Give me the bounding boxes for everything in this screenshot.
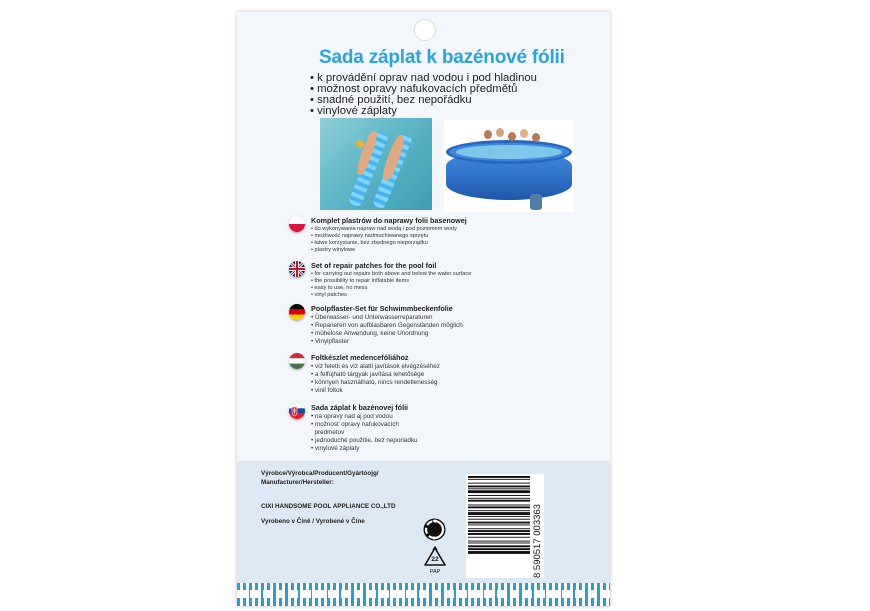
recycle-label: PAP (429, 569, 441, 575)
product-bullet: • snadné použití, bez nepořádku (310, 95, 537, 106)
barcode-bar (468, 505, 530, 506)
lang-item: • mühelose Anwendung, keine Unordnung (311, 330, 463, 338)
barcode-bar (468, 524, 530, 525)
lang-item: • könnyen használható, nincs rendetlenesség (311, 379, 440, 387)
barcode-bar (468, 479, 530, 480)
product-title: Sada záplat k bazénové fólii (319, 47, 565, 68)
slovakia-flag-icon (289, 403, 305, 419)
barcode-bar (468, 512, 530, 515)
hang-hole (414, 19, 436, 41)
barcode-bar (468, 519, 530, 520)
product-bullet: • možnost opravy nafukovacích předmětů (310, 84, 537, 95)
lang-item: • jednoduché použitie, bez neporiadku (311, 437, 418, 445)
lang-item: • możliwość naprawy nadmuchiwanego sprzętu (311, 233, 457, 240)
barcode-bar (468, 541, 530, 542)
barcode (466, 474, 544, 578)
inflatable-pool-photo (444, 120, 574, 212)
barcode-bar (468, 522, 530, 524)
barcode-bar (468, 488, 530, 489)
barcode-bar (468, 486, 530, 488)
lang-item: • plastry winylowe (311, 247, 457, 254)
barcode-bar (468, 530, 530, 532)
barcode-bar (468, 551, 530, 554)
product-bullet: • vinylové záplaty (310, 106, 537, 117)
manufacturer-label: Výrobce/Výrobca/Producent/Gyártóojg/ Manufacturer/Hersteller: (261, 470, 379, 486)
lang-list (311, 413, 418, 453)
uk-flag-icon (289, 261, 305, 277)
barcode-bar (468, 548, 530, 550)
hungary-flag-icon (289, 353, 305, 369)
paper-recycle-triangle-icon (423, 546, 447, 576)
lang-item: • easy to use, no mess (311, 285, 471, 292)
germany-flag-icon (289, 304, 305, 320)
lang-title: Komplet plastrów do naprawy folii basenowej (311, 216, 467, 225)
barcode-number: 8 590517 003363 (532, 504, 543, 578)
decorative-wave-border (237, 583, 610, 606)
lang-list (311, 363, 440, 395)
barcode-bar (468, 500, 530, 502)
lang-item: • víz feletti és víz alatti javítások elvégzéséhez (311, 363, 440, 371)
footer-panel (237, 461, 610, 583)
lang-item: • Reparieren von aufblasbaren Gegenständen möglich (311, 322, 463, 330)
lang-item: • Überwasser- und Unterwasserreparaturen (311, 314, 463, 322)
lang-item: • łatwe korzystanie, bez zbędnego nieporządku (311, 240, 457, 247)
lang-title: Poolpflaster-Set für Schwimmbeckenfolie (311, 304, 453, 313)
lang-item: • vinyl patches (311, 292, 471, 299)
lang-item: • na opravy nad aj pod vodou (311, 413, 418, 421)
lang-title: Sada záplat k bazénovej fólii (311, 403, 409, 412)
lang-item: • a felfújható tárgyak javítása lehetősége (311, 371, 440, 379)
packaging-card (237, 12, 610, 606)
product-bullet: • k provádění oprav nad vodou i pod hladinou (310, 73, 537, 84)
country-of-origin: Vyrobeno v Číně / Vyrobené v Číne (261, 518, 365, 525)
lang-title: Set of repair patches for the pool foil (311, 261, 437, 270)
lang-list (311, 271, 471, 299)
barcode-bar (468, 510, 530, 511)
lang-item: • do wykonywania napraw nad wodą i pod poziomem wody (311, 226, 457, 233)
lang-item: • the possibility to repair inflatable items (311, 278, 471, 285)
lang-item: • for carrying out repairs both above and below the water surface (311, 271, 471, 278)
poland-flag-icon (289, 216, 305, 232)
barcode-bar (468, 516, 530, 517)
barcode-bar (468, 533, 530, 535)
product-bullet-list (310, 73, 537, 117)
barcode-bar (468, 495, 530, 496)
barcode-bar (468, 545, 530, 547)
recycle-code: 22 (431, 556, 439, 563)
barcode-bar (468, 490, 530, 493)
green-dot-recycle-icon (423, 518, 446, 541)
barcode-bar (468, 498, 530, 499)
barcode-bar (468, 543, 530, 544)
lang-title: Foltkészlet medencefóliához (311, 353, 409, 362)
lang-list (311, 314, 463, 346)
pool-loungers-photo (320, 118, 432, 210)
barcode-bar (468, 483, 530, 484)
lang-list (311, 226, 457, 254)
lang-item: • vinil foltok (311, 387, 440, 395)
lang-item: • možnosť opravy nafukovacích predmetov (311, 421, 418, 437)
barcode-bar (468, 506, 530, 508)
lang-item: • vinylové záplaty (311, 445, 418, 453)
barcode-bar (468, 537, 530, 538)
manufacturer-name: CIXI HANDSOME POOL APPLIANCE CO.,LTD (261, 503, 396, 510)
barcode-bar (468, 528, 530, 529)
barcode-bar (468, 476, 530, 478)
lang-item: • Vinylpflaster (311, 338, 463, 346)
